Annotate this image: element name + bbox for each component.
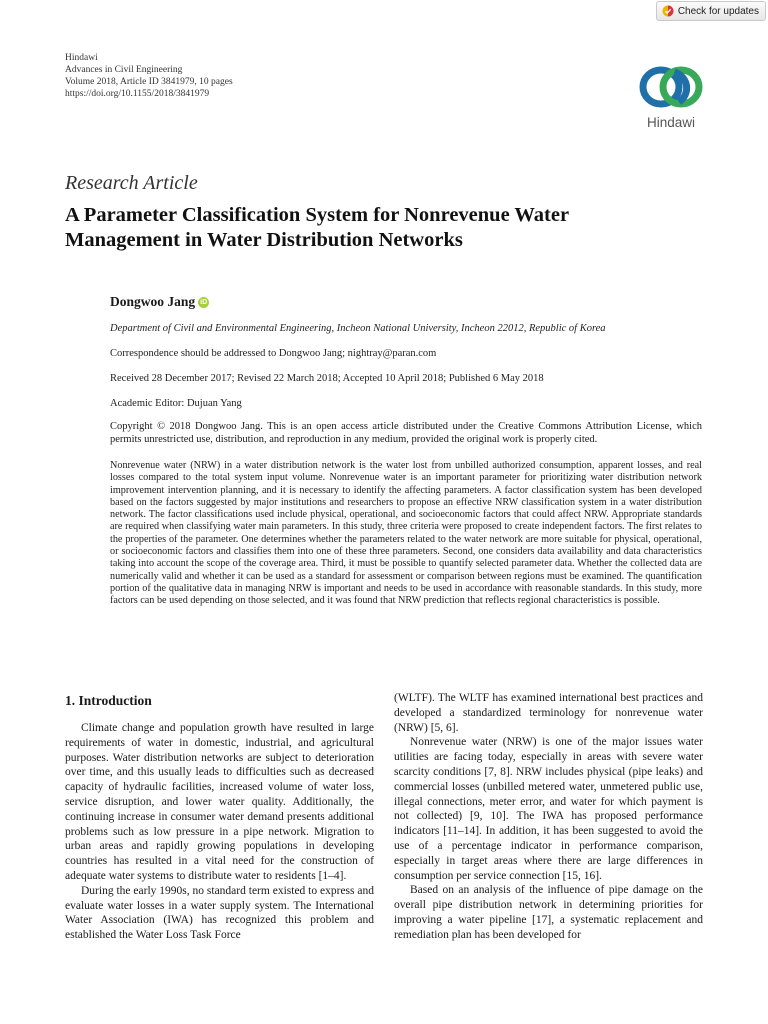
- author-name[interactable]: Dongwoo Jang: [110, 294, 196, 309]
- paragraph: During the early 1990s, no standard term existed to express and evaluate water losses in a water supply system. The International Water Association (IWA) has recognized this problem and established the Water Loss Task Force: [65, 884, 374, 942]
- article-title: A Parameter Classification System for Nonrevenue Water Management in Water Distribution Networks: [65, 204, 569, 251]
- orcid-icon[interactable]: iD: [200, 298, 208, 306]
- doi-link[interactable]: https://doi.org/10.1155/2018/3841979: [65, 89, 210, 99]
- hindawi-logo: [632, 62, 710, 132]
- publication-dates: Received 28 December 2017; Revised 22 March 2018; Accepted 10 April 2018; Published 6 May 2018: [110, 373, 544, 384]
- paragraph: (WLTF). The WLTF has examined international best practices and developed a standardized terminology for nonrevenue water (NRW) [5, 6].: [394, 692, 703, 734]
- check-for-updates-label: Check for updates: [677, 5, 759, 17]
- academic-editor: Academic Editor: Dujuan Yang: [110, 398, 242, 409]
- volume-line: Volume 2018, Article ID 3841979, 10 pages: [65, 77, 233, 87]
- article-type: Research Article: [65, 172, 198, 194]
- paragraph: Based on an analysis of the influence of pipe damage on the overall pipe distribution network in determining priorities for improving a water pipeline [17], a systematic replacement and remediation plan has been developed for: [394, 884, 703, 941]
- paragraph: Nonrevenue water (NRW) is one of the major issues water utilities are facing today, especially in areas with severe water scarcity conditions [7, 8]. NRW includes physical (pipe leaks) and commercial losses (unbilled metered water, unmetered public use, illegal connections, meter error, and water for which payment is not collected) [9, 10]. The IWA has proposed performance indicators [11–14]. In addition, it has been suggested to avoid the use of a percentage indicator in performance comparison, especially in target areas where there are large differences in consumption per service connection [15, 16].: [394, 736, 703, 882]
- abstract: Nonrevenue water (NRW) in a water distribution network is the water lost from unbilled authorized consumption, apparent losses, and real losses compared to the total system input volume. Nonrevenue water is an important parameter for prioritizing water distribution network improvement intervention planning, and it is necessary to identify the affecting parameters. A factor classification system has been developed based on the factors suggested by major institutions and researchers to propose an effective NRW classification system in a water distribution network. The factor classifications used include physical, operational, and socioeconomic factors that could affect NRW. Appropriate standards are required when classifying water main parameters. In this study, three criteria were proposed to create independent factors. The first relates to the properties of the parameter. One determines whether the parameters related to the water network are more suitable for physical, operational, or socioeconomic factors and classifies them into one of these three parameters. Second, one considers data availability and data characteristics taking into account the scope of the coverage area. Third, it must be possible to quantify selected parameter data. Whether the collected data are numerically valid and whether it can be used as a standard for assessment or comparison between regions must be examined. The quantification portion of the qualitative data in managing NRW is important and needs to be used in accordance with reasonable standards. In this study, more factors can be used depending on those selected, and it was found that NRW prediction that reflects regional characteristics is possible.: [110, 460, 702, 607]
- logo-text: Hindawi: [646, 115, 696, 130]
- publisher-name: Hindawi: [65, 53, 98, 63]
- copyright-notice: Copyright © 2018 Dongwoo Jang. This is an open access article distributed under the Creative Commons Attribution License, which permits unrestricted use, distribution, and reproduction in any medium, provided the original work is properly cited.: [110, 421, 702, 446]
- check-for-updates-button[interactable]: [656, 1, 766, 21]
- author-line: [110, 294, 209, 310]
- left-column: [65, 721, 374, 943]
- paragraph: Climate change and population growth have resulted in large requirements of water in domestic, industrial, and agricultural purposes. Water distribution networks are subject to deterioration over time, and this usually leads to difficulties such as decreased capacity of hydraulic facilities, increased volume of water loss, service disruption, and lower water quality. Additionally, the continuing increase in consumer water demand presents additional problems such as low pressure in a pipe network. Migration to urban areas and rapidly growing populations in developing countries has resulted in a vital need for the construction of adequate water systems to distribute water to residents [1–4].: [65, 722, 374, 882]
- right-column: [394, 691, 703, 943]
- affiliation: Department of Civil and Environmental Engineering, Incheon National University, Incheon 22012, Republic of Korea: [110, 323, 606, 334]
- section-heading-introduction: 1. Introduction: [65, 693, 152, 708]
- journal-info: [65, 52, 233, 100]
- hindawi-rings-icon: [632, 62, 710, 112]
- correspondence: Correspondence should be addressed to Dongwoo Jang; nightray@paran.com: [110, 348, 437, 359]
- check-updates-icon: [662, 5, 674, 17]
- journal-name: Advances in Civil Engineering: [65, 65, 183, 75]
